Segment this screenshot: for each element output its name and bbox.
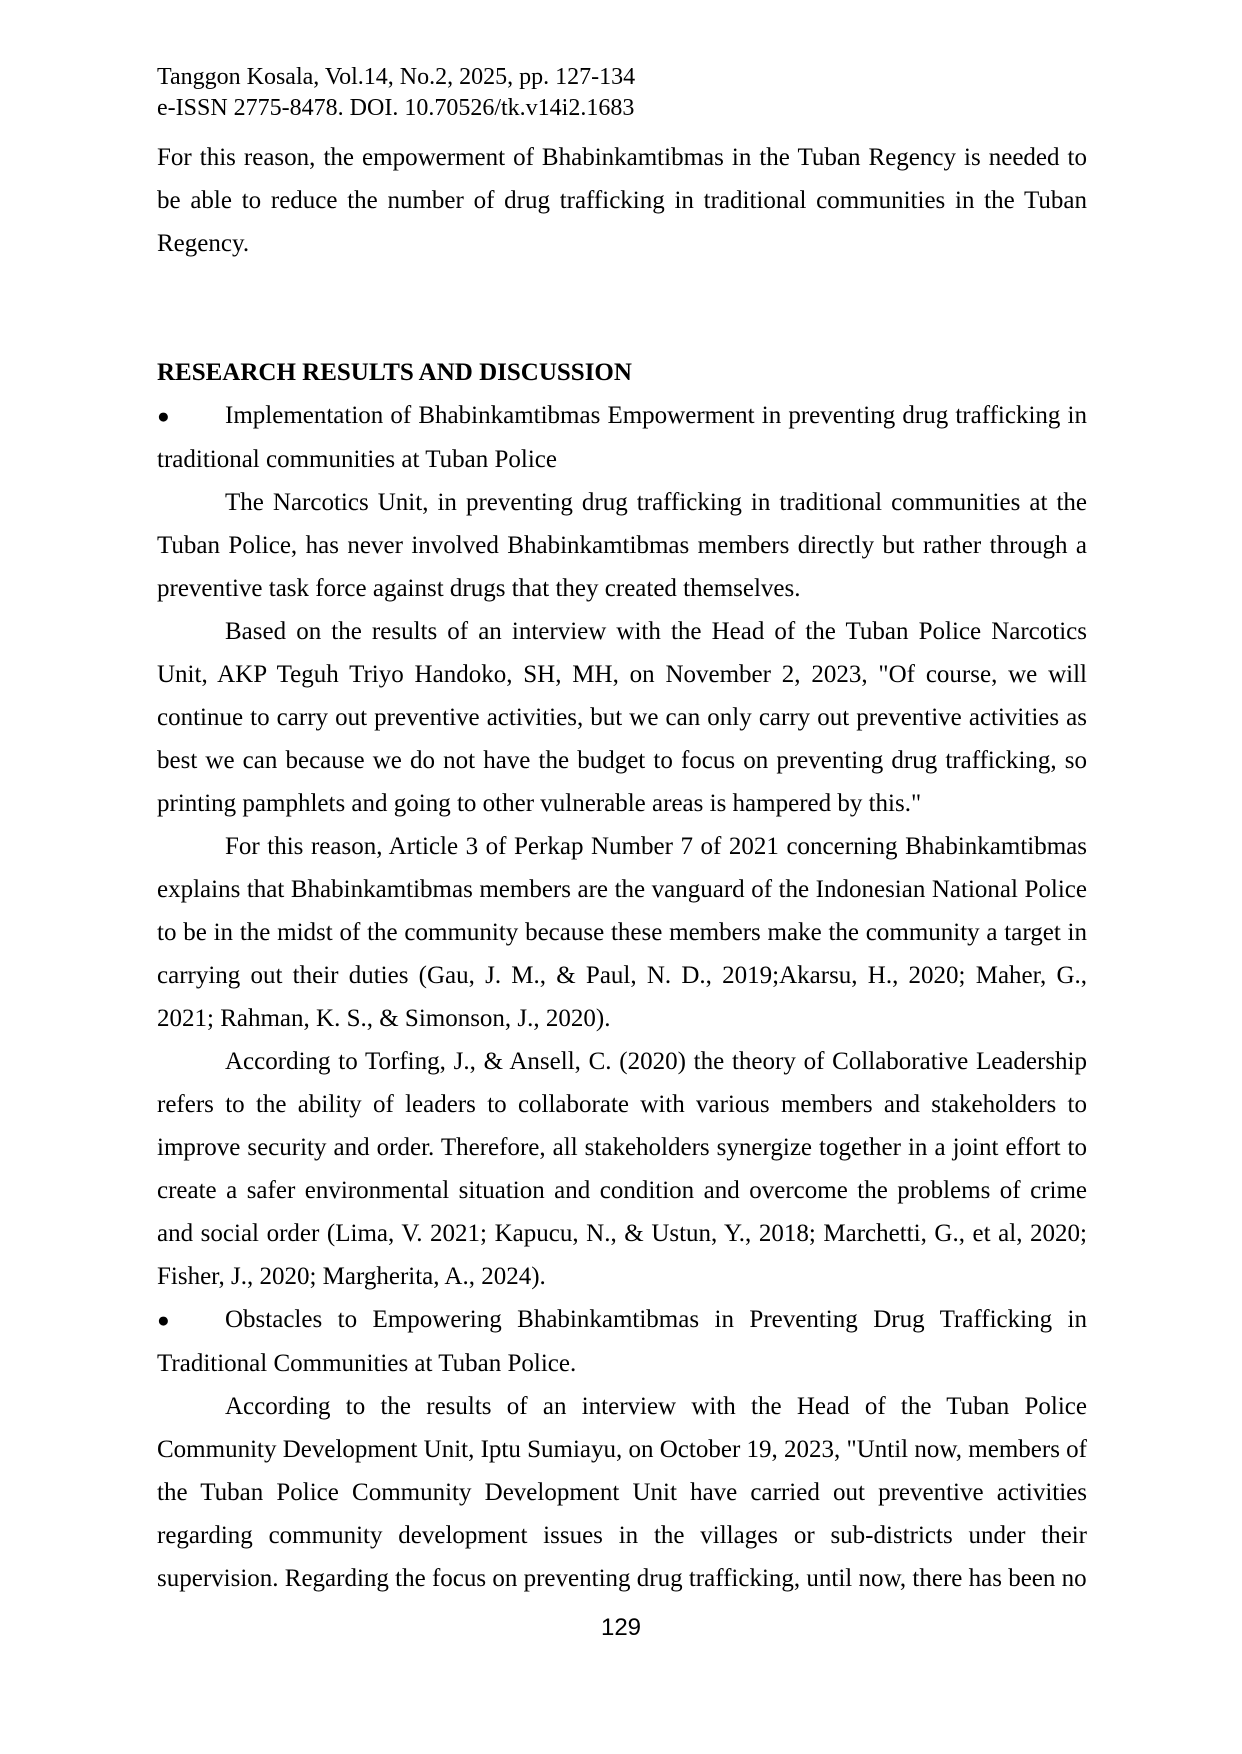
- paragraph: According to the results of an interview with the Head of the Tuban Police Community Development Unit, Iptu Sumiayu, on October 19, 2023, "Until now, members of the Tuban Police Community Development Unit have carried out preventive activities regarding community development issues in the villages or sub-districts under their supervision. Regarding the focus on preventing drug trafficking, until now, there has been no: [157, 1393, 1088, 1592]
- journal-header: [157, 62, 1087, 124]
- page-body: [157, 136, 1087, 1600]
- page-number: 129: [600, 1614, 642, 1641]
- page-footer: [0, 1612, 1242, 1644]
- bullet-text: Implementation of Bhabinkamtibmas Empowerment in preventing drug trafficking in traditional communities at Tuban Police: [157, 402, 1087, 473]
- section-heading: RESEARCH RESULTS AND DISCUSSION: [157, 359, 632, 386]
- journal-citation-line: Tanggon Kosala, Vol.14, No.2, 2025, pp. 127-134: [157, 64, 636, 90]
- bullet-item-implementation: [157, 394, 1087, 481]
- bullet-icon: ●: [157, 1308, 170, 1332]
- journal-issn-doi-line: e-ISSN 2775-8478. DOI. 10.70526/tk.v14i2.1683: [157, 95, 635, 121]
- paragraph: The Narcotics Unit, in preventing drug trafficking in traditional communities at the Tuban Police, has never involved Bhabinkamtibmas members directly but rather through a preventive task force against drugs that they created themselves.: [157, 489, 1087, 602]
- paragraph: For this reason, Article 3 of Perkap Number 7 of 2021 concerning Bhabinkamtibmas explains that Bhabinkamtibmas members are the vanguard of the Indonesian National Police to be in the midst of the community because these members make the community a target in carrying out their duties (Gau, J. M., & Paul, N. D., 2019;Akarsu, H., 2020; Maher, G., 2021; Rahman, K. S., & Simonson, J., 2020).: [157, 833, 1087, 1032]
- paragraph-continuation: For this reason, the empowerment of Bhabinkamtibmas in the Tuban Regency is needed to be able to reduce the number of drug trafficking in traditional communities in the Tuban Regency.: [157, 144, 1087, 257]
- bullet-item-obstacles: [157, 1298, 1087, 1385]
- bullet-icon: ●: [157, 404, 170, 428]
- bullet-text: Obstacles to Empowering Bhabinkamtibmas in Preventing Drug Trafficking in Traditional Communities at Tuban Police.: [157, 1306, 1087, 1377]
- paragraph: According to Torfing, J., & Ansell, C. (2020) the theory of Collaborative Leadership refers to the ability of leaders to collaborate with various members and stakeholders to improve security and order. Therefore, all stakeholders synergize together in a joint effort to create a safer environmental situation and condition and overcome the problems of crime and social order (Lima, V. 2021; Kapucu, N., & Ustun, Y., 2018; Marchetti, G., et al, 2020; Fisher, J., 2020; Margherita, A., 2024).: [157, 1048, 1087, 1290]
- paragraph: Based on the results of an interview with the Head of the Tuban Police Narcotics Unit, AKP Teguh Triyo Handoko, SH, MH, on November 2, 2023, "Of course, we will continue to carry out preventive activities, but we can only carry out preventive activities as best we can because we do not have the budget to focus on preventing drug trafficking, so printing pamphlets and going to other vulnerable areas is hampered by this.": [157, 618, 1087, 817]
